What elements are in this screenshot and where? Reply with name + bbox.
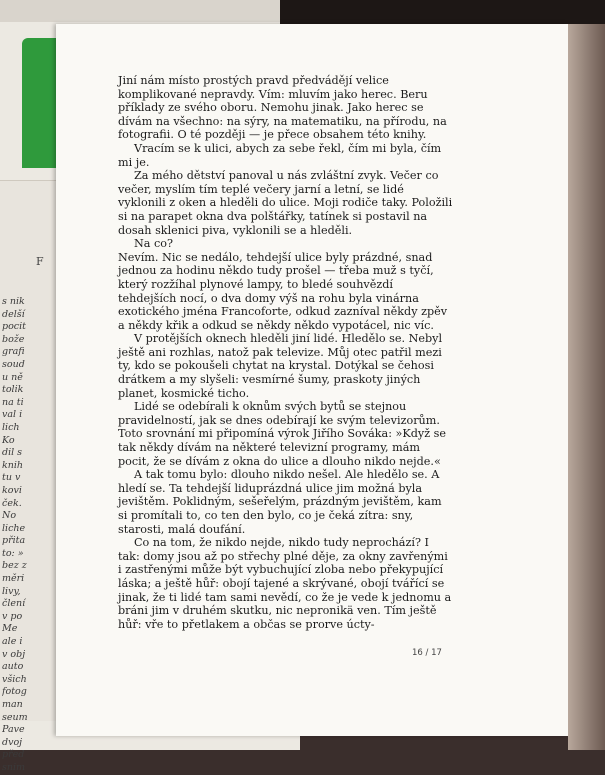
back-page-line: man bbox=[2, 699, 23, 710]
back-page-line: tolik bbox=[2, 384, 24, 396]
back-page-line: pocit bbox=[2, 321, 26, 333]
back-page-line: člení bbox=[2, 598, 26, 610]
back-page-letter: F bbox=[36, 255, 44, 268]
back-page-line: grafi bbox=[2, 346, 25, 358]
back-page-top-band bbox=[0, 0, 300, 22]
back-page-line: liche bbox=[2, 522, 26, 534]
back-page-line: všich bbox=[2, 673, 27, 685]
page-body-text bbox=[118, 74, 454, 631]
back-page-line: Pave bbox=[2, 724, 25, 736]
back-page-line: livy, bbox=[2, 585, 21, 597]
back-page-line: ček. bbox=[2, 497, 22, 509]
back-page-line: delší bbox=[2, 308, 25, 320]
back-page-line: přita bbox=[2, 535, 26, 547]
back-page-line: seum bbox=[2, 711, 28, 723]
paragraph: Vracím se k ulici, abych za sebe řekl, čím mi byla, čím mi je. bbox=[118, 141, 442, 169]
back-page-line: kovi bbox=[2, 484, 22, 496]
back-page-text bbox=[2, 296, 60, 775]
back-page-line: soud bbox=[2, 358, 25, 370]
back-page-line: u ně bbox=[2, 371, 23, 383]
paragraph: Jiní nám místo prostých pravd předvádějí velice komplikované nepravdy. Vím: mluvím jako herec. Beru příklady ze svého oboru. Nemohu jinak. Jako herec se dívám na všechno: na sýry, na matematiku, na přírodu, na fotografii. O té později — je přece obsahem této knihy. bbox=[118, 74, 447, 142]
paragraph: Na co? bbox=[134, 237, 174, 251]
back-page-line: val i bbox=[2, 409, 23, 421]
back-page-line: auto bbox=[2, 661, 24, 673]
back-page-line: lich bbox=[2, 421, 20, 433]
paragraph: A tak tomu bylo: dlouho nikdo nešel. Ale hledělo se. A hledí se. Ta tehdejší liduprázdná ulice jim možná byla jevištěm. Poklidným, sešeřelým, prázdným jevištěm, kam si promítali to, co ten den bylo, co je čeká zítra: sny, starosti, malá doufání. bbox=[118, 468, 442, 536]
paragraph: V protějších oknech hleděli jiní lidé. Hledělo se. Nebyl ještě ani rozhlas, natož pak televize. Můj otec patřil mezi ty, kdo se pokoušeli chytat na krystal. Dotýkal se čehosi drátkem a my slyšeli: vesmírné šumy, praskoty jiných planet, kosmické ticho. bbox=[118, 332, 443, 400]
back-page-line: bože bbox=[2, 333, 25, 345]
paragraph: Nevím. Nic se nedálo, tehdejší ulice byly prázdné, snad jednou za hodinu někdo tudy prošel — třeba muž s tyčí, který rozžíhal plynové lampy, to bledé souhvězdí tehdejších nocí, o dva domy výš na rohu byla vinárna exotického jména Francoforte, odkud zazníval někdy zpěv a někdy křik a odkud se někdy někdo vypotácel, nic víc. bbox=[118, 250, 448, 332]
back-page-line: dvoj bbox=[2, 736, 23, 748]
back-page-line: na ti bbox=[2, 396, 24, 408]
page-edge bbox=[568, 24, 605, 750]
back-page-line: tu v bbox=[2, 472, 21, 484]
back-page-line: snim bbox=[2, 761, 26, 773]
paragraph: Za mého dětství panoval u nás zvláštní zvyk. Večer co večer, myslím tím teplé večery jarní a letní, se lidé vyklonili z oken a hleděli do ulice. Moji rodiče taky. Položili si na parapet okna dva polštářky, tatínek si postavil na dosah sklenici piva, vyklonili se a hleděli. bbox=[118, 169, 453, 237]
back-page-line: ale i bbox=[2, 636, 23, 648]
book-page bbox=[56, 24, 568, 736]
back-page-line: fotog bbox=[2, 686, 27, 698]
paragraph: Lidé se odebírali k oknům svých bytů se stejnou pravidelností, jak se dnes odebírají ke svým televizorům. Toto srovnání mi připomíná výrok Jiřího Sováka: »Když se tak někdy dívám na některé televizní programy, mám pocit, že se dívám z okna do ulice a dlouho nikdo nejde.« bbox=[118, 400, 447, 468]
top-shadow bbox=[280, 0, 605, 26]
paragraph: Co na tom, že nikdo nejde, nikdo tudy neprochází? I tak: domy jsou až po střechy plné děje, za okny zavřenými i zastřenými může být vybuchující zloba nebo překypující láska; a ještě hůř: obojí tajené a skrývané, obojí tvářící se jinak, že ti lidé tam sami nevědí, co že je vede k jednomu a bráni jim v druhém skutku, nic nepronikä ven. Tím ještě hůř: vře to přetlakem a občas se prorve úcty- bbox=[118, 536, 452, 631]
back-page-line: s nik bbox=[2, 296, 25, 307]
back-page-line: Ko bbox=[2, 434, 15, 446]
back-page-line: bez z bbox=[2, 560, 27, 572]
back-page-line: měri bbox=[2, 573, 25, 585]
back-page-line: to: » bbox=[2, 547, 24, 559]
back-page-line: před bbox=[2, 749, 25, 761]
back-page-line: v obj bbox=[2, 648, 26, 660]
back-page-line: No bbox=[2, 510, 17, 522]
back-page-line: v po bbox=[2, 610, 23, 622]
back-page-line: Me bbox=[2, 623, 18, 635]
back-page-line: knih bbox=[2, 459, 24, 471]
back-page-line: dil s bbox=[2, 447, 23, 459]
page-number: 16 / 17 bbox=[412, 648, 442, 658]
